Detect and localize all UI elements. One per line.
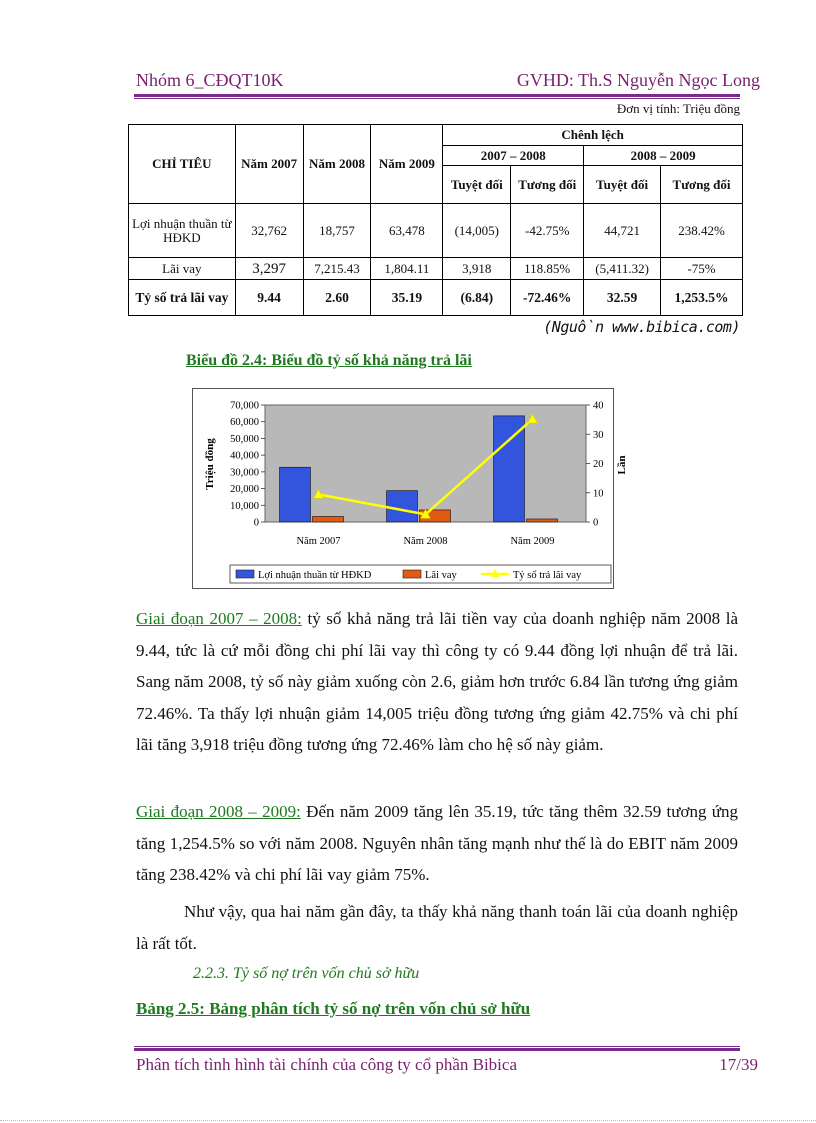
- row-label: Lãi vay: [129, 258, 236, 280]
- col-header-2008: Năm 2008: [303, 125, 371, 204]
- cell-rel-1: 118.85%: [511, 258, 584, 280]
- legend-swatch-interest: [403, 570, 421, 578]
- header-group-label: Nhóm 6_CĐQT10K: [136, 70, 284, 90]
- cell-abs-1: (14,005): [443, 204, 511, 258]
- cell-rel-2: 1,253.5%: [661, 280, 743, 316]
- col-header-2009: Năm 2009: [371, 125, 443, 204]
- cell-2008: 7,215.43: [303, 258, 371, 280]
- paragraph-lead: Giai đoạn 2008 – 2009:: [136, 802, 301, 821]
- col-header-chitieu: CHỈ TIÊU: [129, 125, 236, 204]
- cell-2007: 3,297: [235, 258, 303, 280]
- x-tick-label: Năm 2007: [296, 536, 341, 547]
- y2-tick-label: 0: [593, 517, 599, 529]
- y2-axis-label: Lần: [616, 455, 628, 475]
- chart-container: [192, 388, 628, 589]
- y-axis-label: Triệu đồng: [204, 438, 216, 490]
- y-tick-label: 30,000: [230, 467, 259, 479]
- cell-abs-1: (6.84): [443, 280, 511, 316]
- interest-coverage-chart: [193, 389, 628, 588]
- source-note: (Nguồn www.bibica.com): [543, 318, 740, 336]
- cell-abs-2: (5,411.32): [584, 258, 661, 280]
- cell-2008: 18,757: [303, 204, 371, 258]
- col-header-period-2007-2008: 2007 – 2008: [443, 146, 584, 166]
- y-tick-label: 40,000: [230, 450, 259, 462]
- plot-area: [265, 405, 586, 522]
- table-row: [129, 280, 743, 316]
- interest-coverage-table: [128, 124, 743, 316]
- y-tick-label: 20,000: [230, 484, 259, 496]
- cell-2009: 35.19: [371, 280, 443, 316]
- col-header-relative-1: Tương đối: [511, 166, 584, 204]
- bar-interest: [527, 519, 558, 522]
- cell-rel-2: 238.42%: [661, 204, 743, 258]
- page-edge: [0, 1120, 816, 1121]
- table-row: [129, 204, 743, 258]
- unit-note: Đơn vị tính: Triệu đồng: [616, 101, 740, 116]
- col-header-absolute-2: Tuyệt đối: [584, 166, 661, 204]
- table-row: [129, 258, 743, 280]
- legend-label-profit: Lợi nhuận thuần từ HĐKD: [258, 570, 372, 581]
- legend-label-ratio: Tỷ số trả lãi vay: [513, 570, 582, 581]
- next-table-title: Bảng 2.5: Bảng phân tích tỷ số nợ trên vốn chủ sở hữu: [136, 999, 531, 1018]
- paragraph-text: tỷ số khả năng trả lãi tiền vay của doanh nghiệp năm 2008 là 9.44, tức là cứ mỗi đồng chi phí lãi vay thì công ty có 9.44 đồng lợi nhuận để trả lãi. Sang năm 2008, tỷ số này giảm xuống còn 2.6, giảm hơn trước 6.84 lần tương ứng giảm 72.46%. Ta thấy lợi nhuận giảm 14,005 triệu đồng tương ứng giảm 42.75% và chi phí lãi tăng 3,918 triệu đồng tương ứng 72.46% làm cho hệ số này giảm.: [136, 609, 738, 754]
- y2-tick-label: 10: [593, 488, 604, 500]
- row-label: Tỷ số trả lãi vay: [129, 280, 236, 316]
- y-tick-label: 10,000: [230, 500, 259, 512]
- paragraph-lead: Giai đoạn 2007 – 2008:: [136, 609, 302, 628]
- header-instructor: GVHD: Th.S Nguyễn Ngọc Long: [516, 70, 760, 90]
- cell-2009: 1,804.11: [371, 258, 443, 280]
- cell-rel-1: -72.46%: [511, 280, 584, 316]
- page-number: 17/39: [719, 1055, 758, 1074]
- cell-rel-2: -75%: [661, 258, 743, 280]
- cell-abs-2: 32.59: [584, 280, 661, 316]
- col-header-absolute-1: Tuyệt đối: [443, 166, 511, 204]
- col-header-period-2008-2009: 2008 – 2009: [584, 146, 743, 166]
- cell-rel-1: -42.75%: [511, 204, 584, 258]
- paragraph-text: Đến năm 2009 tăng lên 35.19, tức tăng thêm 32.59 tương ứng tăng 1,254.5% so với năm 2008. Nguyên nhân tăng mạnh như thế là do EBIT năm 2009 tăng 238.42% và chi phí lãi vay giảm 75%.: [136, 802, 738, 884]
- legend-swatch-profit: [236, 570, 254, 578]
- col-header-2007: Năm 2007: [235, 125, 303, 204]
- chart-title: Biểu đồ 2.4: Biểu đồ tỷ số khả năng trả lãi: [186, 352, 472, 369]
- y2-tick-label: 30: [593, 429, 604, 441]
- x-tick-label: Năm 2008: [403, 536, 448, 547]
- subsection-heading: 2.2.3. Tỷ số nợ trên vốn chủ sở hữu: [193, 965, 420, 982]
- cell-abs-2: 44,721: [584, 204, 661, 258]
- y-tick-label: 50,000: [230, 433, 259, 445]
- paragraph-2007-2008: [136, 603, 738, 761]
- cell-2008: 2.60: [303, 280, 371, 316]
- y-tick-label: 0: [253, 517, 259, 529]
- header-divider-thin: [134, 98, 740, 99]
- cell-2009: 63,478: [371, 204, 443, 258]
- x-tick-label: Năm 2009: [510, 536, 555, 547]
- bar-profit: [280, 467, 311, 522]
- cell-2007: 32,762: [235, 204, 303, 258]
- header-divider: [134, 94, 740, 97]
- cell-2007: 9.44: [235, 280, 303, 316]
- y-tick-label: 70,000: [230, 400, 259, 412]
- row-label: Lợi nhuận thuần từ HĐKD: [129, 204, 236, 258]
- footer-divider-thin: [134, 1046, 740, 1047]
- paragraph-2008-2009: [136, 796, 738, 891]
- y2-tick-label: 20: [593, 459, 604, 470]
- col-header-difference: Chênh lệch: [443, 125, 743, 146]
- y-tick-label: 60,000: [230, 417, 259, 429]
- footer-divider: [134, 1048, 740, 1051]
- legend-label-interest: Lãi vay: [425, 570, 457, 581]
- footer-title: Phân tích tình hình tài chính của công ty cổ phần Bibica: [136, 1055, 517, 1074]
- bar-profit: [387, 491, 418, 522]
- bar-interest: [313, 516, 344, 522]
- y2-tick-label: 40: [593, 400, 604, 412]
- cell-abs-1: 3,918: [443, 258, 511, 280]
- paragraph-conclusion: Như vậy, qua hai năm gần đây, ta thấy khả năng thanh toán lãi của doanh nghiệp là rất tốt.: [136, 902, 738, 953]
- col-header-relative-2: Tương đối: [661, 166, 743, 204]
